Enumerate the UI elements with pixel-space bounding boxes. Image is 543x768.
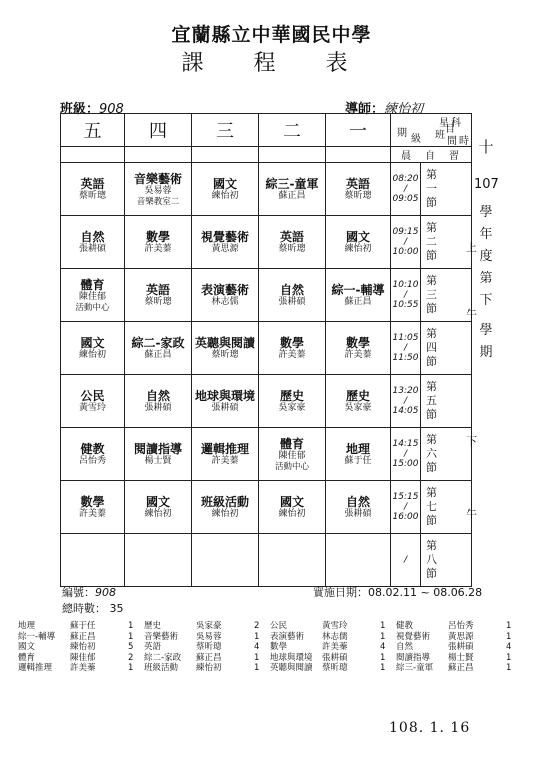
impl-value: 08.02.11 ~ 08.06.28 [368,586,483,599]
schedule-title: 課 程 表 [181,51,362,76]
class-cell [125,216,192,269]
period-time [391,375,421,428]
subject-name: 綜一-輔導 [331,282,385,297]
class-cell [61,481,125,534]
period-end: 15:00 [392,459,419,469]
total-value: 35 [109,602,124,615]
summary-hours: 4 [506,642,512,652]
period-name [421,269,477,322]
period-start: 13:20 [392,386,419,396]
summary-teacher: 練怡初 [70,642,96,652]
side-char: 第 [479,271,493,286]
period-sep: / [403,502,408,512]
corner-mu: 目 [445,124,455,135]
summary-row [18,632,523,643]
day-header: 五 [61,114,125,147]
class-cell [192,269,259,322]
summary-teacher: 練怡初 [196,663,222,673]
class-cell [61,534,125,587]
summary-teacher: 蘇正昌 [448,663,474,673]
class-label: 班級： [60,102,100,117]
period-start: 14:15 [392,439,419,449]
class-cell [326,322,391,375]
teacher-name: 陳佳郁 [278,450,306,461]
corner-shi: 時 [459,136,469,147]
class-cell [61,375,125,428]
class-cell [192,375,259,428]
subject-name: 歷史 [279,388,304,403]
class-cell [259,428,326,481]
teacher-name: 張耕碩 [211,402,239,413]
morning-cell [61,147,125,163]
period-time [391,216,421,269]
class-cell [125,375,192,428]
summary-teacher: 黃思源 [448,631,474,642]
class-cell [125,269,192,322]
summary-subject: 英語 [144,642,162,652]
summary-hours: 1 [380,631,386,642]
teacher-name: 吳易蓉 [144,185,172,196]
summary-hours: 1 [506,652,512,663]
teacher-name: 張耕碩 [278,296,306,307]
summary-teacher: 吳家豪 [196,621,222,631]
class-cell [192,481,259,534]
period-label: 第一節 [426,168,437,209]
period-start: 11:05 [392,333,419,343]
summary-teacher: 蘇正昌 [70,631,96,642]
period-label: 第三節 [426,274,437,315]
summary-row [18,663,523,674]
summary-hours: 1 [254,663,260,673]
summary-subject: 地球與環境 [270,652,313,663]
period-sep: / [403,237,408,247]
side-term [474,202,498,312]
period-time [391,269,421,322]
subject-name: 英語 [80,176,105,191]
teacher-name: 張耕碩 [344,508,372,519]
summary-teacher: 呂怡秀 [448,621,474,631]
side-char: 年 [479,227,493,242]
period-name [421,534,472,587]
period-time [391,534,421,587]
total-line [62,600,124,616]
teacher-name: 練怡初 [211,508,239,519]
period-time [391,322,421,375]
day-header: 一 [326,114,391,147]
teacher-name: 許美蓁 [78,508,106,519]
teacher-name: 許美蓁 [144,243,172,254]
summary-subject: 自然 [396,642,414,652]
class-cell [192,322,259,375]
subject-name: 綜三-童軍 [265,176,319,191]
class-value: 908 [99,102,124,117]
teacher-name: 吳家豪 [344,402,372,413]
teacher-name: 許美蓁 [344,349,372,360]
day-header: 二 [259,114,326,147]
summary-row [18,642,523,653]
teacher-name: 黃思源 [211,243,239,254]
summary-row [18,621,523,632]
morning-side-up: 上 [466,241,477,254]
summary-subject: 數學 [270,642,288,652]
period-name [421,428,477,481]
subject-name: 國文 [345,229,370,244]
summary-hours: 2 [128,652,134,663]
period-name [421,322,472,375]
impl-line [313,584,482,600]
subject-name: 表演藝術 [200,282,249,297]
corner-ji: 級 [411,134,421,145]
day-header: 四 [125,114,192,147]
period-time [391,481,421,534]
summary-subject: 公民 [270,621,288,631]
teacher-name: 蔡昕璁 [278,243,306,254]
teacher-name: 林志儒 [211,296,239,307]
summary-subject: 歷史 [144,621,162,631]
side-char: 學 [479,323,493,338]
class-cell [61,269,125,322]
subject-name: 班級活動 [200,494,249,509]
period-sep: / [403,555,408,565]
summary-subject: 國文 [18,642,36,652]
subject-name: 英聽與閱讀 [194,335,255,350]
teacher-name: 蘇正昌 [144,349,172,360]
subject-name: 音樂藝術 [133,171,182,186]
class-cell [61,428,125,481]
teacher-name: 練怡初 [211,190,239,201]
summary-subject: 班級活動 [144,663,179,673]
period-sep: / [403,449,408,459]
corner-ban: 班 [435,130,445,141]
teacher-name: 黃雪玲 [78,402,106,413]
period-start: 15:15 [392,492,419,502]
class-cell [125,428,192,481]
period-sep: / [403,343,408,353]
summary-teacher: 許美蓁 [322,642,348,652]
teacher-name: 張耕碩 [144,402,172,413]
class-cell [192,163,259,216]
subject-name: 國文 [279,494,304,509]
class-cell [192,216,259,269]
subject-name: 數學 [345,335,370,350]
period-sep: / [403,184,408,194]
afternoon-side-wu: 午 [466,508,477,521]
morning-cell [259,147,326,163]
summary-hours: 1 [380,621,386,631]
corner-star: 星 [439,118,449,129]
summary-teacher: 張耕碩 [448,642,474,652]
teacher-name: 練怡初 [344,243,372,254]
period-name [421,481,477,534]
teacher-name: 張耕碩 [78,243,106,254]
stamp-date: 108. 1. 16 [389,720,471,736]
summary-hours: 4 [254,642,260,652]
summary-hours: 1 [380,652,386,663]
morning-label: 晨 自 習 [391,147,472,163]
summary-teacher: 林志儒 [322,631,348,642]
summary-hours: 1 [128,663,134,673]
subject-name: 體育 [80,277,105,292]
class-cell [259,375,326,428]
period-sep: / [403,290,408,300]
teacher-value: 練怡初 [384,102,424,117]
teacher-name: 許美蓁 [211,455,239,466]
period-end: 14:05 [392,406,419,416]
teacher-name: 蘇于任 [344,455,372,466]
summary-hours: 1 [128,631,134,642]
side-year: 107 [474,177,499,192]
summary-hours: 1 [506,621,512,631]
morning-cell [192,147,259,163]
class-cell [61,163,125,216]
room-name: 音樂教室二 [136,196,180,207]
subject-name: 綜二-家政 [131,335,185,350]
morning-cell [326,147,391,163]
summary-hours: 1 [506,631,512,642]
summary-hours: 5 [128,642,134,652]
side-term2 [474,320,498,364]
summary-teacher: 蘇正昌 [196,652,222,663]
period-label: 第二節 [426,221,437,262]
summary-hours: 4 [380,642,386,652]
teacher-name: 吳家豪 [278,402,306,413]
summary-subject: 地理 [18,621,36,631]
period-name [421,163,472,216]
period-time [391,163,421,216]
period-name [421,216,477,269]
summary-teacher: 黃雪玲 [322,621,348,631]
subject-name: 邏輯推理 [200,441,249,456]
period-end: 16:00 [392,512,419,522]
room-name: 活動中心 [274,461,309,472]
class-cell [192,428,259,481]
subject-name: 視覺藝術 [200,229,249,244]
subject-name: 國文 [212,176,237,191]
subject-name: 自然 [279,282,304,297]
summary-teacher: 蘇于任 [70,621,96,631]
summary-hours: 1 [254,652,260,663]
class-cell [326,375,391,428]
code-value: 908 [95,586,116,599]
class-cell [192,534,259,587]
class-cell [259,534,326,587]
period-time [391,428,421,481]
teacher-name: 練怡初 [278,508,306,519]
corner-header [391,114,472,147]
summary-subject: 視覺藝術 [396,631,431,642]
subject-name: 自然 [80,229,105,244]
summary-subject: 音樂藝術 [144,631,179,642]
period-label: 第四節 [426,327,437,368]
subject-summary [18,621,523,674]
morning-side-wu: 午 [466,308,477,321]
teacher-name: 陳佳郁 [78,291,106,302]
class-cell [259,216,326,269]
teacher-name: 許美蓁 [278,349,306,360]
subject-name: 公民 [80,388,105,403]
period-start: 09:15 [392,227,419,237]
teacher-name: 蔡昕璁 [344,190,372,201]
side-char: 學 [479,205,493,220]
class-cell [326,163,391,216]
summary-subject: 健教 [396,621,414,631]
code-label: 編號： [62,586,95,599]
class-cell [326,216,391,269]
subject-name: 體育 [279,436,304,451]
class-cell [61,322,125,375]
class-cell [125,163,192,216]
summary-teacher: 許美蓁 [70,663,96,673]
room-name: 活動中心 [75,302,110,313]
class-cell [259,163,326,216]
class-cell [259,269,326,322]
subject-name: 國文 [145,494,170,509]
subject-name: 數學 [145,229,170,244]
morning-cell [125,147,192,163]
period-sep: / [403,396,408,406]
subject-name: 地球與環境 [194,388,255,403]
subject-name: 健教 [80,441,105,456]
class-cell [326,534,391,587]
summary-teacher: 陳佳郁 [70,652,96,663]
side-ten: 十 [478,138,494,156]
class-cell [125,481,192,534]
summary-teacher: 蔡昕璁 [196,642,222,652]
timetable [60,113,477,587]
period-start: 10:10 [392,280,419,290]
teacher-name: 呂怡秀 [78,455,106,466]
school-title: 宜蘭縣立中華國民中學 [171,24,372,46]
class-cell [326,428,391,481]
teacher-name: 蔡昕璁 [211,349,239,360]
summary-hours: 1 [380,663,386,673]
subject-name: 歷史 [345,388,370,403]
subject-name: 數學 [279,335,304,350]
total-label: 總時數： [62,602,106,615]
class-cell [125,534,192,587]
subject-name: 自然 [145,388,170,403]
period-end: 10:55 [392,300,419,310]
class-cell [326,481,391,534]
summary-subject: 體育 [18,652,36,663]
teacher-label: 導師： [345,102,385,117]
corner-qi: 期 [397,128,407,139]
teacher-name: 練怡初 [144,508,172,519]
class-cell [125,322,192,375]
side-char: 度 [479,249,493,264]
teacher-name: 楊士賢 [144,455,172,466]
summary-row [18,653,523,664]
summary-hours: 1 [128,621,134,631]
period-end: 11:50 [392,353,419,363]
subject-name: 國文 [80,335,105,350]
summary-hours: 1 [506,663,512,673]
code-line [62,584,116,600]
subject-name: 閱讀指導 [133,441,182,456]
period-end: 10:00 [392,247,419,257]
period-name [421,375,472,428]
summary-subject: 邏輯推理 [18,663,53,673]
class-cell [326,269,391,322]
period-end: 09:05 [392,194,419,204]
class-cell [259,481,326,534]
subject-name: 地理 [345,441,370,456]
teacher-name: 練怡初 [78,349,106,360]
summary-teacher: 楊士賢 [448,652,474,663]
teacher-name: 蔡昕璁 [144,296,172,307]
summary-subject: 綜一-輔導 [18,631,56,642]
summary-subject: 綜二-家政 [144,652,182,663]
teacher-name: 蘇正昌 [344,296,372,307]
subject-name: 自然 [345,494,370,509]
period-label: 第五節 [426,380,437,421]
period-label: 第八節 [426,539,437,580]
class-cell [259,322,326,375]
summary-subject: 綜三-童軍 [396,663,434,673]
summary-subject: 表演藝術 [270,631,305,642]
side-char: 期 [479,345,493,360]
subject-name: 英語 [279,229,304,244]
subject-name: 數學 [80,494,105,509]
period-label: 第六節 [426,433,437,474]
subject-name: 英語 [345,176,370,191]
teacher-name: 蔡昕璁 [78,190,106,201]
impl-label: 實施日期： [313,586,368,599]
summary-hours: 1 [254,631,260,642]
summary-teacher: 吳易蓉 [196,631,222,642]
subject-name: 英語 [145,282,170,297]
afternoon-side-down: 下 [466,435,477,448]
day-header: 三 [192,114,259,147]
summary-hours: 2 [254,621,260,631]
corner-ke: 科 [451,118,461,129]
teacher-name: 蘇正昌 [278,190,306,201]
period-label: 第七節 [426,486,437,527]
period-start: 08:20 [392,174,419,184]
summary-teacher: 張耕碩 [322,652,348,663]
summary-subject: 英聽與閱讀 [270,663,313,673]
summary-teacher: 蔡昕璁 [322,663,348,673]
corner-jian: 間 [447,136,457,147]
side-char: 下 [479,293,493,308]
summary-subject: 閱讀指導 [396,652,431,663]
class-cell [61,216,125,269]
